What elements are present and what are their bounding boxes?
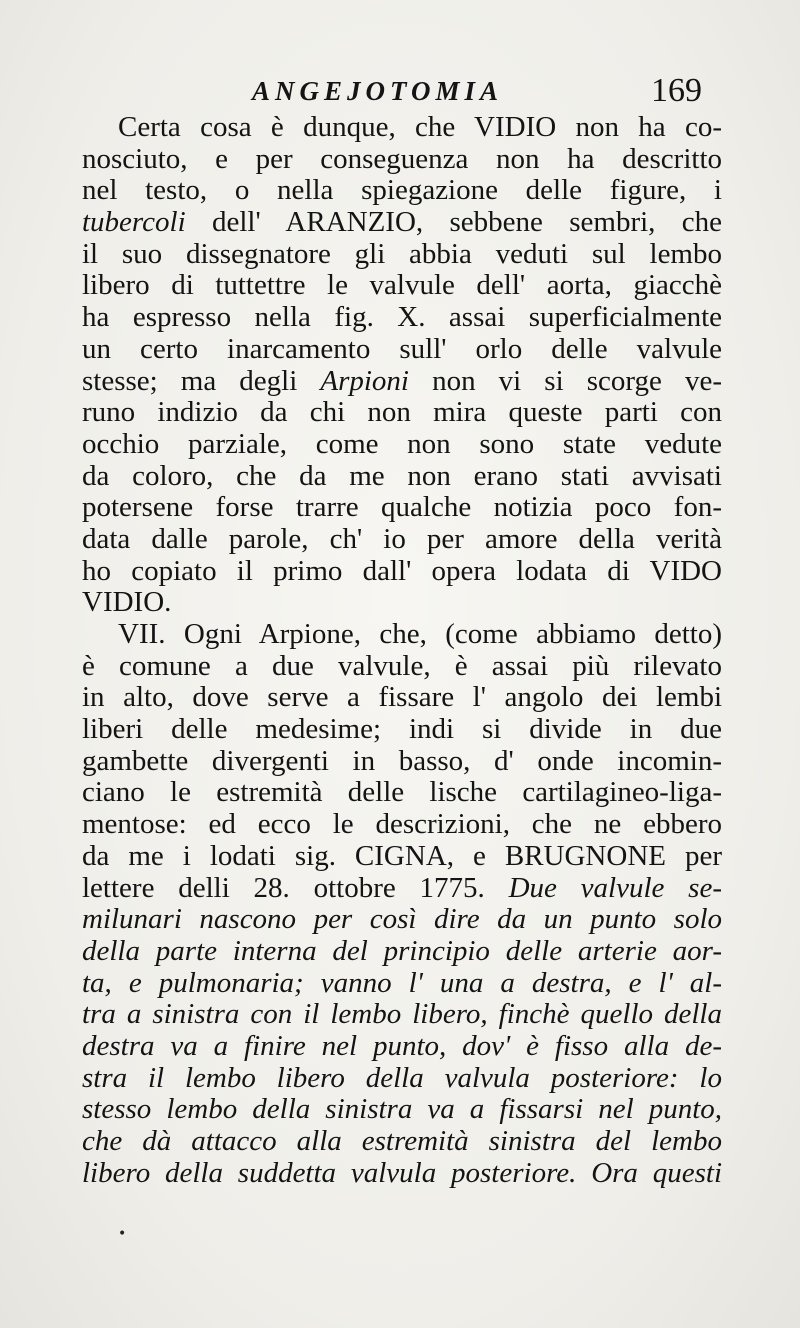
text-line: gambette divergenti in basso, d' onde incomin- — [82, 744, 722, 777]
text-line: Certa cosa è dunque, che VIDIO non ha co- — [118, 111, 722, 143]
text-line: da coloro, che da me non erano stati avvisati — [82, 459, 722, 492]
text-line: mentose: ed ecco le descrizioni, che ne ebbero — [82, 808, 722, 841]
text-line: nosciuto, e per conseguenza non ha descritto — [82, 142, 722, 175]
text-line: stesso lembo della sinistra va a fissarsi nel punto, — [82, 1093, 722, 1126]
text-line: tubercoli dell' ARANZIO, sebbene sembri, che — [82, 206, 722, 239]
text-line: destra va a finire nel punto, dov' è fisso alla de- — [82, 1029, 722, 1062]
text-line: stra il lembo libero della valvula posteriore: lo — [82, 1061, 722, 1094]
text-line: è comune a due valvule, è assai più rilevato — [82, 649, 722, 682]
text-line: nel testo, o nella spiegazione delle figure, i — [82, 174, 722, 207]
text-line: ho copiato il primo dall' opera lodata di VIDO — [82, 554, 722, 587]
text-line: libero della suddetta valvula posteriore. Ora questi — [82, 1156, 722, 1189]
page-number: 169 — [651, 72, 702, 109]
text-line: VII. Ogni Arpione, che, (come abbiamo detto) — [118, 618, 722, 650]
text-line: un certo inarcamento sull' orlo delle valvule — [82, 332, 722, 365]
body-text — [82, 112, 722, 1189]
text-line: in alto, dove serve a fissare l' angolo dei lembi — [82, 681, 722, 714]
text-line: occhio parziale, come non sono state vedute — [82, 427, 722, 460]
text-line: tra a sinistra con il lembo libero, finchè quello della — [82, 998, 722, 1031]
text-line: data dalle parole, ch' io per amore della verità — [82, 522, 722, 555]
running-head: ANGEJOTOMIA — [252, 76, 504, 106]
text-line: ta, e pulmonaria; vanno l' una a destra, e l' al- — [82, 966, 722, 999]
text-line: ha espresso nella fig. X. assai superficialmente — [82, 301, 722, 334]
text-line: libero di tuttettre le valvule dell' aorta, giacchè — [82, 269, 722, 302]
text-line: ciano le estremità delle lische cartilagineo-liga- — [82, 776, 722, 809]
text-line: della parte interna del principio delle arterie aor- — [82, 934, 722, 967]
text-line: da me i lodati sig. CIGNA, e BRUGNONE per — [82, 839, 722, 872]
text-line: potersene forse trarre qualche notizia poco fon- — [82, 491, 722, 524]
footer-mark: • — [118, 1226, 127, 1242]
text-line: VIDIO. — [82, 586, 172, 619]
text-line: stesse; ma degli Arpioni non vi si scorge ve- — [82, 364, 722, 397]
text-line: che dà attacco alla estremità sinistra del lembo — [82, 1125, 722, 1157]
text-line: lettere delli 28. ottobre 1775. Due valvule se- — [82, 871, 722, 904]
text-line: runo indizio da chi non mira queste parti con — [82, 396, 722, 429]
text-line: milunari nascono per così dire da un punto solo — [82, 903, 722, 936]
text-line: il suo dissegnatore gli abbia veduti sul lembo — [82, 237, 722, 270]
text-line: liberi delle medesime; indi si divide in due — [82, 713, 722, 746]
